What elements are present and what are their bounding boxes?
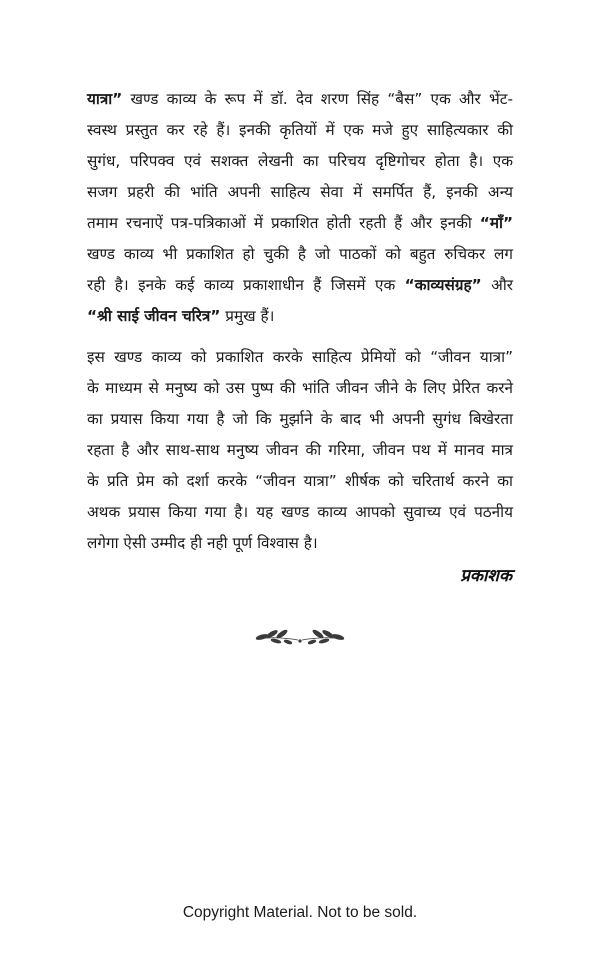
page-body [87, 84, 513, 559]
bold-title: “माँ” [479, 214, 513, 232]
text-segment: तमाम रचनाऐं पत्र-पत्रिकाओं में प्रकाशित होती रहती हैं और इनकी [87, 214, 480, 232]
text-line [87, 301, 513, 332]
text-line: अथक प्रयास किया गया है। यह खण्ड काव्य आपको सुवाच्य एवं पठनीय [87, 503, 513, 521]
text-line [87, 84, 513, 115]
text-line [87, 270, 513, 301]
text-line: सुगंध, परिपक्व एवं सशक्त लेखनी का परिचय दृष्टिगोचर होता है। एक [87, 152, 513, 170]
text-segment: खण्ड काव्य के रूप में डॉ. देव शरण सिंह “बैस” एक और भेंट- [122, 90, 513, 108]
text-segment: रही है। इनके कई काव्य प्रकाशाधीन हैं जिसमें एक [87, 276, 405, 294]
text-line: के प्रति प्रेम को दर्शा करके “जीवन यात्रा” शीर्षक को चरितार्थ करने का [87, 472, 513, 490]
text-line: इस खण्ड काव्य को प्रकाशित करके साहित्य प्रेमियों को “जीवन यात्रा” [87, 348, 513, 366]
paragraph-1 [87, 84, 513, 332]
bold-title: “काव्यसंग्रह” [404, 276, 482, 294]
copyright-notice: Copyright Material. Not to be sold. [182, 904, 418, 921]
text-segment: और [481, 276, 513, 294]
text-line: रहता है और साथ-साथ मनुष्य जीवन की गरिमा, जीवन पथ में मानव मात्र [87, 441, 513, 459]
text-line [87, 208, 513, 239]
text-line: स्वस्थ प्रस्तुत कर रहे हैं। इनकी कृतियों में एक मजे हुए साहित्यकार की [87, 121, 513, 139]
bold-title: यात्रा” [87, 90, 123, 108]
bold-title: “श्री साई जीवन चरित्र” [87, 307, 221, 325]
publisher-signature: प्रकाशक [460, 566, 512, 586]
text-line: खण्ड काव्य भी प्रकाशित हो चुकी है जो पाठकों को बहुत रुचिकर लग [87, 245, 513, 263]
text-line: सजग प्रहरी की भांति अपनी साहित्य सेवा में समर्पित हैं, इनकी अन्य [87, 183, 513, 201]
leaf-flourish-icon [252, 628, 348, 648]
text-line: का प्रयास किया गया है जो कि मुर्झाने के बाद भी अपनी सुगंध बिखेरता [87, 410, 513, 428]
text-line: के माध्यम से मनुष्य को उस पुष्प की भांति जीवन जीने के लिए प्रेरित करने [87, 379, 513, 397]
text-line: लगेगा ऐसी उम्मीद ही नही पूर्ण विश्वास है। [87, 534, 318, 552]
text-segment: प्रमुख हैं। [220, 307, 275, 325]
paragraph-2 [87, 342, 513, 559]
